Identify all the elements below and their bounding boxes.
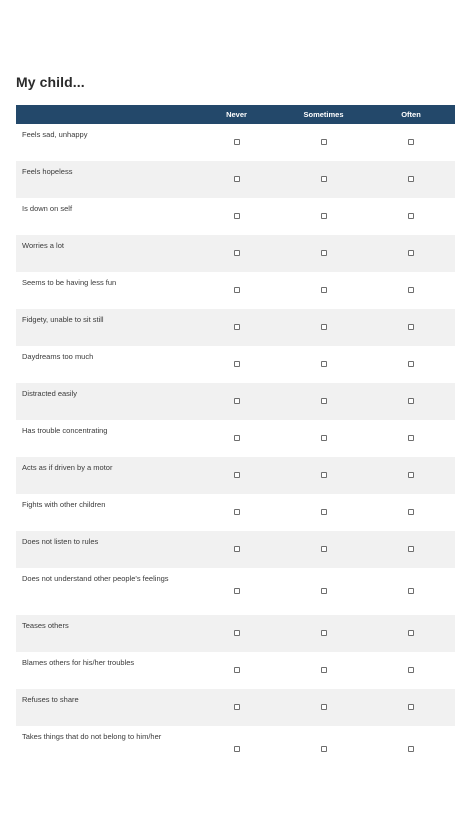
table-row bbox=[16, 615, 455, 652]
option-cell-often bbox=[367, 198, 455, 235]
question-label: Fidgety, unable to sit still bbox=[22, 315, 104, 324]
checkbox-never[interactable] bbox=[234, 509, 240, 515]
checkbox-never[interactable] bbox=[234, 287, 240, 293]
checkbox-never[interactable] bbox=[234, 435, 240, 441]
checkbox-sometimes[interactable] bbox=[321, 176, 327, 182]
question-cell bbox=[16, 309, 193, 346]
question-cell bbox=[16, 457, 193, 494]
checkbox-never[interactable] bbox=[234, 746, 240, 752]
option-cell-sometimes bbox=[280, 346, 367, 383]
question-label: Blames others for his/her troubles bbox=[22, 658, 135, 667]
table-row bbox=[16, 309, 455, 346]
question-label: Takes things that do not belong to him/her bbox=[22, 732, 162, 741]
option-cell-never bbox=[193, 689, 280, 726]
option-cell-often bbox=[367, 161, 455, 198]
option-cell-often bbox=[367, 494, 455, 531]
option-cell-never bbox=[193, 726, 280, 773]
option-cell-often bbox=[367, 309, 455, 346]
header-often: Often bbox=[401, 110, 421, 119]
option-cell-sometimes bbox=[280, 568, 367, 615]
option-cell-sometimes bbox=[280, 198, 367, 235]
table-row bbox=[16, 346, 455, 383]
question-cell bbox=[16, 272, 193, 309]
option-cell-sometimes bbox=[280, 420, 367, 457]
checkbox-never[interactable] bbox=[234, 361, 240, 367]
checkbox-often[interactable] bbox=[408, 250, 414, 256]
option-cell-never bbox=[193, 531, 280, 568]
question-cell bbox=[16, 346, 193, 383]
option-cell-often bbox=[367, 652, 455, 689]
question-label: Fights with other children bbox=[22, 500, 106, 509]
table-row bbox=[16, 272, 455, 309]
option-cell-sometimes bbox=[280, 272, 367, 309]
question-label: Daydreams too much bbox=[22, 352, 94, 361]
option-cell-often bbox=[367, 726, 455, 773]
checkbox-never[interactable] bbox=[234, 139, 240, 145]
option-cell-never bbox=[193, 198, 280, 235]
question-cell bbox=[16, 568, 193, 615]
header-sometimes: Sometimes bbox=[303, 110, 344, 119]
question-label: Is down on self bbox=[22, 204, 73, 213]
question-cell bbox=[16, 124, 193, 161]
question-label: Has trouble concentrating bbox=[22, 426, 108, 435]
table-row bbox=[16, 161, 455, 198]
option-cell-often bbox=[367, 346, 455, 383]
checkbox-sometimes[interactable] bbox=[321, 667, 327, 673]
option-cell-sometimes bbox=[280, 726, 367, 773]
checkbox-sometimes[interactable] bbox=[321, 630, 327, 636]
table-row bbox=[16, 689, 455, 726]
option-cell-often bbox=[367, 531, 455, 568]
option-cell-sometimes bbox=[280, 457, 367, 494]
checkbox-never[interactable] bbox=[234, 250, 240, 256]
checkbox-sometimes[interactable] bbox=[321, 287, 327, 293]
checkbox-never[interactable] bbox=[234, 630, 240, 636]
question-cell bbox=[16, 689, 193, 726]
checkbox-often[interactable] bbox=[408, 361, 414, 367]
question-cell bbox=[16, 383, 193, 420]
option-cell-never bbox=[193, 346, 280, 383]
symptom-checklist-table bbox=[16, 105, 455, 773]
option-cell-never bbox=[193, 615, 280, 652]
table-header-row bbox=[16, 105, 455, 124]
checkbox-never[interactable] bbox=[234, 667, 240, 673]
checkbox-never[interactable] bbox=[234, 176, 240, 182]
option-cell-often bbox=[367, 235, 455, 272]
option-cell-never bbox=[193, 494, 280, 531]
option-cell-often bbox=[367, 615, 455, 652]
table-row bbox=[16, 383, 455, 420]
checkbox-sometimes[interactable] bbox=[321, 588, 327, 594]
option-cell-never bbox=[193, 309, 280, 346]
option-cell-never bbox=[193, 124, 280, 161]
option-cell-often bbox=[367, 383, 455, 420]
option-cell-never bbox=[193, 161, 280, 198]
checkbox-sometimes[interactable] bbox=[321, 361, 327, 367]
header-question-blank bbox=[16, 105, 193, 124]
question-label: Does not listen to rules bbox=[22, 537, 99, 546]
question-label: Distracted easily bbox=[22, 389, 78, 398]
checkbox-never[interactable] bbox=[234, 324, 240, 330]
option-cell-often bbox=[367, 272, 455, 309]
header-never: Never bbox=[226, 110, 247, 119]
option-cell-never bbox=[193, 568, 280, 615]
question-cell bbox=[16, 615, 193, 652]
option-cell-sometimes bbox=[280, 383, 367, 420]
checkbox-sometimes[interactable] bbox=[321, 509, 327, 515]
option-cell-sometimes bbox=[280, 309, 367, 346]
question-label: Worries a lot bbox=[22, 241, 64, 250]
option-cell-sometimes bbox=[280, 652, 367, 689]
table-row bbox=[16, 494, 455, 531]
table-row bbox=[16, 198, 455, 235]
question-cell bbox=[16, 531, 193, 568]
option-cell-often bbox=[367, 420, 455, 457]
checkbox-sometimes[interactable] bbox=[321, 435, 327, 441]
question-cell bbox=[16, 652, 193, 689]
option-cell-never bbox=[193, 652, 280, 689]
option-cell-never bbox=[193, 272, 280, 309]
checkbox-often[interactable] bbox=[408, 546, 414, 552]
checkbox-often[interactable] bbox=[408, 213, 414, 219]
checkbox-often[interactable] bbox=[408, 324, 414, 330]
checkbox-sometimes[interactable] bbox=[321, 213, 327, 219]
checkbox-sometimes[interactable] bbox=[321, 746, 327, 752]
checkbox-often[interactable] bbox=[408, 176, 414, 182]
question-cell bbox=[16, 726, 193, 773]
checkbox-never[interactable] bbox=[234, 398, 240, 404]
question-cell bbox=[16, 420, 193, 457]
checkbox-often[interactable] bbox=[408, 667, 414, 673]
option-cell-never bbox=[193, 420, 280, 457]
checkbox-often[interactable] bbox=[408, 435, 414, 441]
option-cell-never bbox=[193, 383, 280, 420]
checkbox-sometimes[interactable] bbox=[321, 250, 327, 256]
checkbox-sometimes[interactable] bbox=[321, 704, 327, 710]
checkbox-never[interactable] bbox=[234, 588, 240, 594]
checkbox-often[interactable] bbox=[408, 472, 414, 478]
checkbox-often[interactable] bbox=[408, 287, 414, 293]
option-cell-sometimes bbox=[280, 689, 367, 726]
option-cell-sometimes bbox=[280, 161, 367, 198]
checkbox-sometimes[interactable] bbox=[321, 139, 327, 145]
table-row bbox=[16, 531, 455, 568]
checkbox-never[interactable] bbox=[234, 704, 240, 710]
checkbox-sometimes[interactable] bbox=[321, 398, 327, 404]
question-label: Acts as if driven by a motor bbox=[22, 463, 113, 472]
option-cell-sometimes bbox=[280, 124, 367, 161]
option-cell-sometimes bbox=[280, 531, 367, 568]
table-row bbox=[16, 652, 455, 689]
question-label: Does not understand other people's feelings bbox=[22, 574, 169, 583]
option-cell-never bbox=[193, 457, 280, 494]
checkbox-never[interactable] bbox=[234, 546, 240, 552]
option-cell-often bbox=[367, 457, 455, 494]
option-cell-often bbox=[367, 568, 455, 615]
table-row bbox=[16, 235, 455, 272]
question-label: Seems to be having less fun bbox=[22, 278, 117, 287]
table-row bbox=[16, 568, 455, 615]
question-label: Refuses to share bbox=[22, 695, 79, 704]
option-cell-sometimes bbox=[280, 235, 367, 272]
checkbox-sometimes[interactable] bbox=[321, 472, 327, 478]
question-cell bbox=[16, 161, 193, 198]
page-title: My child... bbox=[16, 74, 85, 90]
question-label: Teases others bbox=[22, 621, 69, 630]
checkbox-often[interactable] bbox=[408, 398, 414, 404]
checkbox-never[interactable] bbox=[234, 213, 240, 219]
option-cell-often bbox=[367, 689, 455, 726]
table-row bbox=[16, 457, 455, 494]
option-cell-often bbox=[367, 124, 455, 161]
option-cell-never bbox=[193, 235, 280, 272]
checkbox-sometimes[interactable] bbox=[321, 324, 327, 330]
question-cell bbox=[16, 494, 193, 531]
checkbox-often[interactable] bbox=[408, 630, 414, 636]
table-row bbox=[16, 420, 455, 457]
option-cell-sometimes bbox=[280, 494, 367, 531]
checkbox-often[interactable] bbox=[408, 746, 414, 752]
checkbox-often[interactable] bbox=[408, 509, 414, 515]
question-cell bbox=[16, 198, 193, 235]
table-row bbox=[16, 124, 455, 161]
question-cell bbox=[16, 235, 193, 272]
question-label: Feels hopeless bbox=[22, 167, 73, 176]
checkbox-sometimes[interactable] bbox=[321, 546, 327, 552]
question-label: Feels sad, unhappy bbox=[22, 130, 88, 139]
checkbox-often[interactable] bbox=[408, 588, 414, 594]
option-cell-sometimes bbox=[280, 615, 367, 652]
table-row bbox=[16, 726, 455, 773]
checkbox-never[interactable] bbox=[234, 472, 240, 478]
checkbox-often[interactable] bbox=[408, 704, 414, 710]
checkbox-often[interactable] bbox=[408, 139, 414, 145]
table-body bbox=[16, 124, 455, 773]
